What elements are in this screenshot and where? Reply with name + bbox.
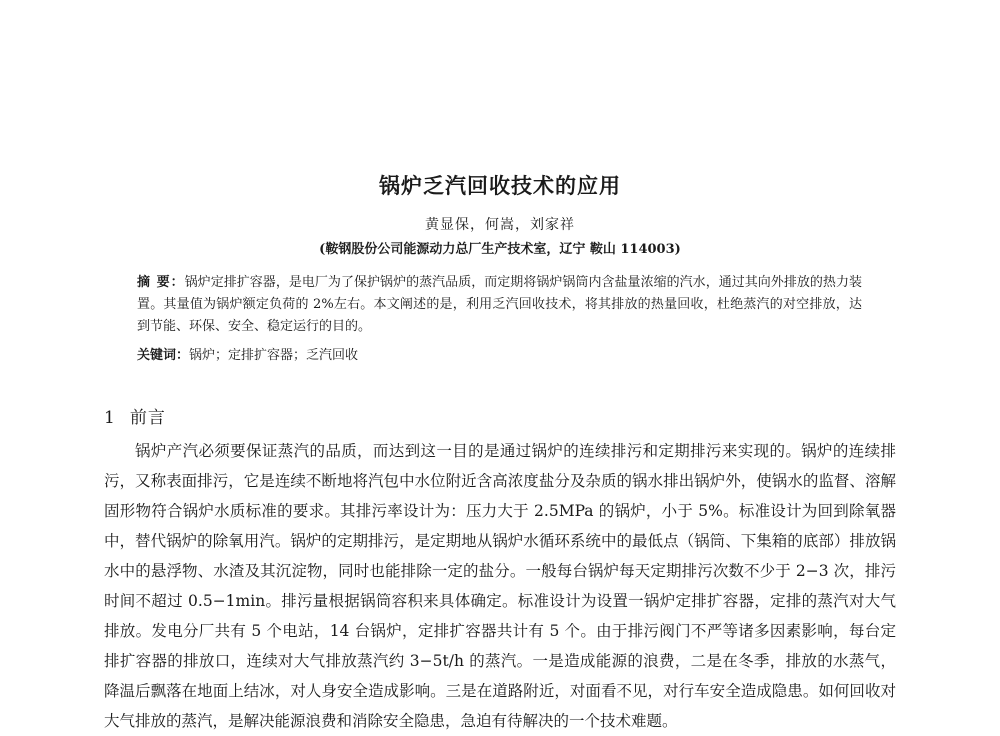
abstract-text: 锅炉定排扩容器，是电厂为了保护锅炉的蒸汽品质，而定期将锅炉锅筒内含盐量浓缩的汽水，通过其向外排放的热力装置。其量值为锅炉额定负荷的 2%左右。本文阐述的是，利用乏汽回收技术，将其排放的热量回收，杜绝蒸汽的对空排放，达到节能、环保、安全、稳定运行的目的。 [137,275,862,334]
section-paragraph: 锅炉产汽必须要保证蒸汽的品质，而达到这一目的是通过锅炉的连续排污和定期排污来实现的。锅炉的连续排污，又称表面排污，它是连续不断地将汽包中水位附近含高浓度盐分及杂质的锅水排出锅炉外，使锅水的监督、溶解固形物符合锅炉水质标准的要求。其排污率设计为：压力大于 2.5MPa 的锅炉，小于 5%。标准设计为回到除氧器中，替代锅炉的除氧用汽。锅炉的定期排污，是定期地从锅炉水循环系统中的最低点（锅筒、下集箱的底部）排放锅水中的悬浮物、水渣及其沉淀物，同时也能排除一定的盐分。一般每台锅炉每天定期排污次数不少于 2−3 次，排污时间不超过 0.5−1min。排污量根据锅筒容积来具体确定。标准设计为设置一锅炉定排扩容器，定排的蒸汽对大气排放。发电分厂共有 5 个电站，14 台锅炉，定排扩容器共计有 5 个。由于排污阀门不严等诸多因素影响，每台定排扩容器的排放口，连续对大气排放蒸汽约 3−5t/h 的蒸汽。一是造成能源的浪费，二是在冬季，排放的水蒸气，降温后飘落在地面上结冰，对人身安全造成影响。三是在道路附近，对面看不见，对行车安全造成隐患。如何回收对大气排放的蒸汽，是解决能源浪费和消除安全隐患，急迫有待解决的一个技术难题。 [104,442,896,730]
section-number: 1 [104,408,116,428]
abstract-label: 摘 要： [137,275,185,290]
paper-authors: 黄显保，何嵩，刘家祥 [425,217,575,233]
section-heading [104,403,166,428]
paper-affiliation: (鞍钢股份公司能源动力总厂生产技术室，辽宁 鞍山 114003) [319,242,681,257]
keywords-text: 锅炉；定排扩容器；乏汽回收 [189,348,359,363]
abstract [137,272,862,338]
paper-title: 锅炉乏汽回收技术的应用 [379,174,621,198]
section-title: 前言 [129,408,166,428]
keywords [137,345,862,367]
keywords-label: 关键词： [137,348,190,363]
